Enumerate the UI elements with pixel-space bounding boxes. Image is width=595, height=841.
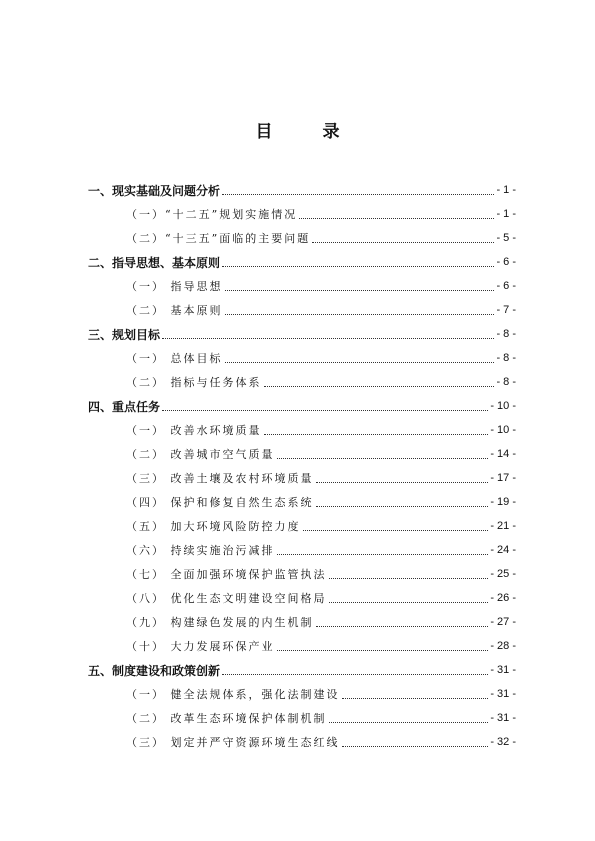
toc-page-number: - 10 - <box>490 424 516 436</box>
toc-page-number: - 31 - <box>490 664 516 676</box>
toc-page-number: - 8 - <box>496 352 516 364</box>
toc-page-number: - 8 - <box>496 376 516 388</box>
dot-leader <box>303 529 489 531</box>
toc-page-number: - 27 - <box>490 616 516 628</box>
dot-leader <box>316 625 489 627</box>
dot-leader <box>225 361 495 363</box>
dot-leader <box>316 481 489 483</box>
toc-chapter-entry[interactable] <box>88 394 516 418</box>
toc-page-number: - 6 - <box>496 280 516 292</box>
toc-entry-label: （一） 总体目标 <box>126 352 223 365</box>
toc-page-number: - 7 - <box>496 304 516 316</box>
toc-section-entry[interactable] <box>88 634 516 658</box>
toc-entry-label: （一） 改善水环境质量 <box>126 424 262 437</box>
page-title: 目 录 <box>255 122 362 142</box>
toc-section-entry[interactable] <box>88 370 516 394</box>
toc-page-number: - 14 - <box>490 448 516 460</box>
toc-entry-label: （四） 保护和修复自然生态系统 <box>126 496 314 509</box>
toc-entry-label: 一、现实基础及问题分析 <box>88 183 221 198</box>
dot-leader <box>264 433 489 435</box>
toc-section-entry[interactable] <box>88 202 516 226</box>
toc-page-number: - 28 - <box>490 640 516 652</box>
toc-entry-label: （二） 基本原则 <box>126 304 223 317</box>
toc-section-entry[interactable] <box>88 514 516 538</box>
dot-leader <box>299 217 494 219</box>
dot-leader <box>225 313 495 315</box>
toc-section-entry[interactable] <box>88 226 516 250</box>
toc-section-entry[interactable] <box>88 298 516 322</box>
toc-entry-label: （八） 优化生态文明建设空间格局 <box>126 592 327 605</box>
toc-section-entry[interactable] <box>88 562 516 586</box>
toc-section-entry[interactable] <box>88 442 516 466</box>
table-of-contents <box>88 178 516 754</box>
toc-section-entry[interactable] <box>88 610 516 634</box>
toc-chapter-entry[interactable] <box>88 250 516 274</box>
toc-entry-label: 二、指导思想、基本原则 <box>88 255 221 270</box>
dot-leader <box>162 337 494 339</box>
toc-entry-label: 三、规划目标 <box>88 327 161 342</box>
toc-entry-label: （一） 健全法规体系，强化法制建设 <box>126 688 340 701</box>
dot-leader <box>222 193 494 195</box>
toc-chapter-entry[interactable] <box>88 322 516 346</box>
dot-leader <box>264 385 495 387</box>
toc-entry-label: （二） 指标与任务体系 <box>126 376 262 389</box>
toc-page-number: - 31 - <box>490 688 516 700</box>
toc-page-number: - 19 - <box>490 496 516 508</box>
toc-page-number: - 10 - <box>490 400 516 412</box>
toc-entry-label: 五、制度建设和政策创新 <box>88 663 221 678</box>
dot-leader <box>316 505 489 507</box>
toc-page-number: - 8 - <box>496 328 516 340</box>
toc-page-number: - 32 - <box>490 736 516 748</box>
toc-page-number: - 25 - <box>490 568 516 580</box>
toc-entry-label: （五） 加大环境风险防控力度 <box>126 520 301 533</box>
dot-leader <box>277 457 489 459</box>
dot-leader <box>342 745 489 747</box>
toc-page-number: - 1 - <box>496 184 516 196</box>
toc-entry-label: （九） 构建绿色发展的内生机制 <box>126 616 314 629</box>
toc-entry-label: 四、重点任务 <box>88 399 161 414</box>
toc-page-number: - 24 - <box>490 544 516 556</box>
toc-entry-label: （七） 全面加强环境保护监管执法 <box>126 568 327 581</box>
dot-leader <box>162 409 488 411</box>
toc-section-entry[interactable] <box>88 490 516 514</box>
toc-section-entry[interactable] <box>88 706 516 730</box>
toc-chapter-entry[interactable] <box>88 178 516 202</box>
toc-entry-label: （二）“十三五”面临的主要问题 <box>126 232 311 245</box>
dot-leader <box>342 697 489 699</box>
toc-page-number: - 21 - <box>490 520 516 532</box>
toc-page-number: - 6 - <box>496 256 516 268</box>
dot-leader <box>277 553 489 555</box>
toc-page-number: - 26 - <box>490 592 516 604</box>
toc-entry-label: （十） 大力发展环保产业 <box>126 640 275 653</box>
toc-section-entry[interactable] <box>88 466 516 490</box>
toc-section-entry[interactable] <box>88 538 516 562</box>
dot-leader <box>222 673 488 675</box>
toc-entry-label: （三） 划定并严守资源环境生态红线 <box>126 736 340 749</box>
toc-page-number: - 31 - <box>490 712 516 724</box>
toc-section-entry[interactable] <box>88 730 516 754</box>
dot-leader <box>225 289 495 291</box>
dot-leader <box>312 241 494 243</box>
toc-entry-label: （六） 持续实施治污减排 <box>126 544 275 557</box>
toc-section-entry[interactable] <box>88 346 516 370</box>
dot-leader <box>329 577 489 579</box>
toc-section-entry[interactable] <box>88 586 516 610</box>
toc-section-entry[interactable] <box>88 682 516 706</box>
toc-chapter-entry[interactable] <box>88 658 516 682</box>
dot-leader <box>329 601 489 603</box>
toc-page-number: - 17 - <box>490 472 516 484</box>
toc-entry-label: （三） 改善土壤及农村环境质量 <box>126 472 314 485</box>
toc-entry-label: （一）“十二五”规划实施情况 <box>126 208 298 221</box>
dot-leader <box>222 265 494 267</box>
toc-page-number: - 5 - <box>496 232 516 244</box>
toc-entry-label: （二） 改善城市空气质量 <box>126 448 275 461</box>
dot-leader <box>277 649 489 651</box>
dot-leader <box>329 721 489 723</box>
toc-page-number: - 1 - <box>496 208 516 220</box>
toc-entry-label: （一） 指导思想 <box>126 280 223 293</box>
toc-section-entry[interactable] <box>88 418 516 442</box>
toc-section-entry[interactable] <box>88 274 516 298</box>
toc-entry-label: （二） 改革生态环境保护体制机制 <box>126 712 327 725</box>
